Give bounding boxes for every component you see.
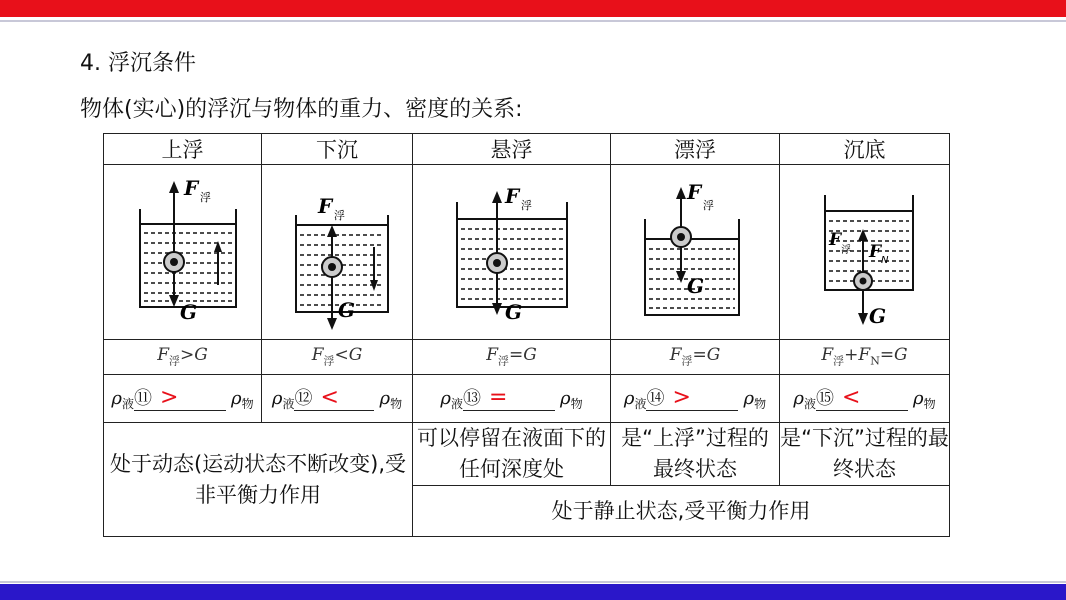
density-relation-row bbox=[104, 375, 950, 423]
answer-mark: = bbox=[488, 385, 508, 411]
force-relation: $F_浮<G$ bbox=[262, 340, 413, 375]
density-relation: $\rho_液⑫ < \rho_物$ bbox=[262, 375, 413, 423]
diagram-cell bbox=[413, 165, 611, 340]
buoyant-force-label: F bbox=[504, 184, 519, 208]
static-state-text: 处于静止状态,受平衡力作用 bbox=[413, 486, 950, 537]
density-relation: $\rho_液⑪ > \rho_物$ bbox=[104, 375, 262, 423]
density-relation: $\rho_液⑬ = \rho_物$ bbox=[413, 375, 611, 423]
state-row bbox=[104, 423, 950, 486]
buoyant-force-label: F bbox=[687, 180, 702, 204]
header-cell: 漂浮 bbox=[611, 134, 780, 165]
header-cell: 下沉 bbox=[262, 134, 413, 165]
suspend-state-text: 可以停留在液面下的任何深度处 bbox=[413, 423, 611, 486]
buoyant-force-sub: 浮 bbox=[334, 209, 345, 222]
top-divider bbox=[0, 20, 1066, 22]
top-red-bar bbox=[0, 0, 1066, 17]
buoyant-force-sub: 浮 bbox=[520, 199, 532, 212]
diagram-cell bbox=[104, 165, 262, 340]
moving-state-text: 处于动态(运动状态不断改变),受非平衡力作用 bbox=[104, 423, 413, 537]
header-cell: 悬浮 bbox=[413, 134, 611, 165]
answer-mark: > bbox=[159, 385, 179, 411]
header-cell: 沉底 bbox=[780, 134, 950, 165]
force-relation-row bbox=[104, 340, 950, 375]
sinking-state-text: 是“下沉”过程的最终状态 bbox=[780, 423, 950, 486]
force-relation: $F_浮+F_N=G$ bbox=[780, 340, 950, 375]
answer-mark: > bbox=[672, 385, 691, 411]
density-relation: $\rho_液⑮ < \rho_物$ bbox=[780, 375, 950, 423]
normal-force-sub: N bbox=[880, 255, 888, 266]
intro-text: 物体(实心)的浮沉与物体的重力、密度的关系: bbox=[80, 97, 523, 122]
sunk-diagram bbox=[785, 167, 945, 337]
gravity-label: G bbox=[338, 298, 356, 322]
diagram-cell bbox=[780, 165, 950, 340]
header-cell: 上浮 bbox=[104, 134, 262, 165]
force-relation: $F_浮=G$ bbox=[413, 340, 611, 375]
buoyant-force-label: F bbox=[318, 194, 333, 218]
buoyant-force-label: F bbox=[828, 230, 841, 250]
diagram-cell bbox=[611, 165, 780, 340]
buoyant-force-label: F bbox=[183, 176, 198, 200]
header-row bbox=[104, 134, 950, 165]
floating-diagram bbox=[615, 167, 775, 337]
buoyant-force-sub: 浮 bbox=[840, 245, 851, 256]
buoyancy-table bbox=[103, 133, 950, 537]
buoyant-force-sub: 浮 bbox=[199, 191, 211, 204]
normal-force-label: F bbox=[868, 242, 881, 262]
bottom-blue-bar bbox=[0, 584, 1066, 600]
answer-mark: < bbox=[320, 385, 339, 411]
diagram-row bbox=[104, 165, 950, 340]
suspended-diagram bbox=[417, 167, 607, 337]
force-relation: $F_浮=G$ bbox=[611, 340, 780, 375]
gravity-label: G bbox=[179, 300, 197, 324]
force-relation: $F_浮>G$ bbox=[104, 340, 262, 375]
bottom-divider bbox=[0, 581, 1066, 583]
gravity-label: G bbox=[687, 274, 705, 298]
gravity-label: G bbox=[504, 300, 522, 324]
sinking-diagram bbox=[262, 167, 412, 337]
density-relation: $\rho_液⑭ > \rho_物$ bbox=[611, 375, 780, 423]
gravity-label: G bbox=[868, 304, 886, 328]
floating-state-text: 是“上浮”过程的最终状态 bbox=[611, 423, 780, 486]
buoyant-force-sub: 浮 bbox=[703, 199, 714, 212]
answer-mark: < bbox=[841, 385, 861, 411]
diagram-cell bbox=[262, 165, 413, 340]
rising-diagram bbox=[108, 167, 258, 337]
section-heading: 4. 浮沉条件 bbox=[80, 51, 196, 76]
